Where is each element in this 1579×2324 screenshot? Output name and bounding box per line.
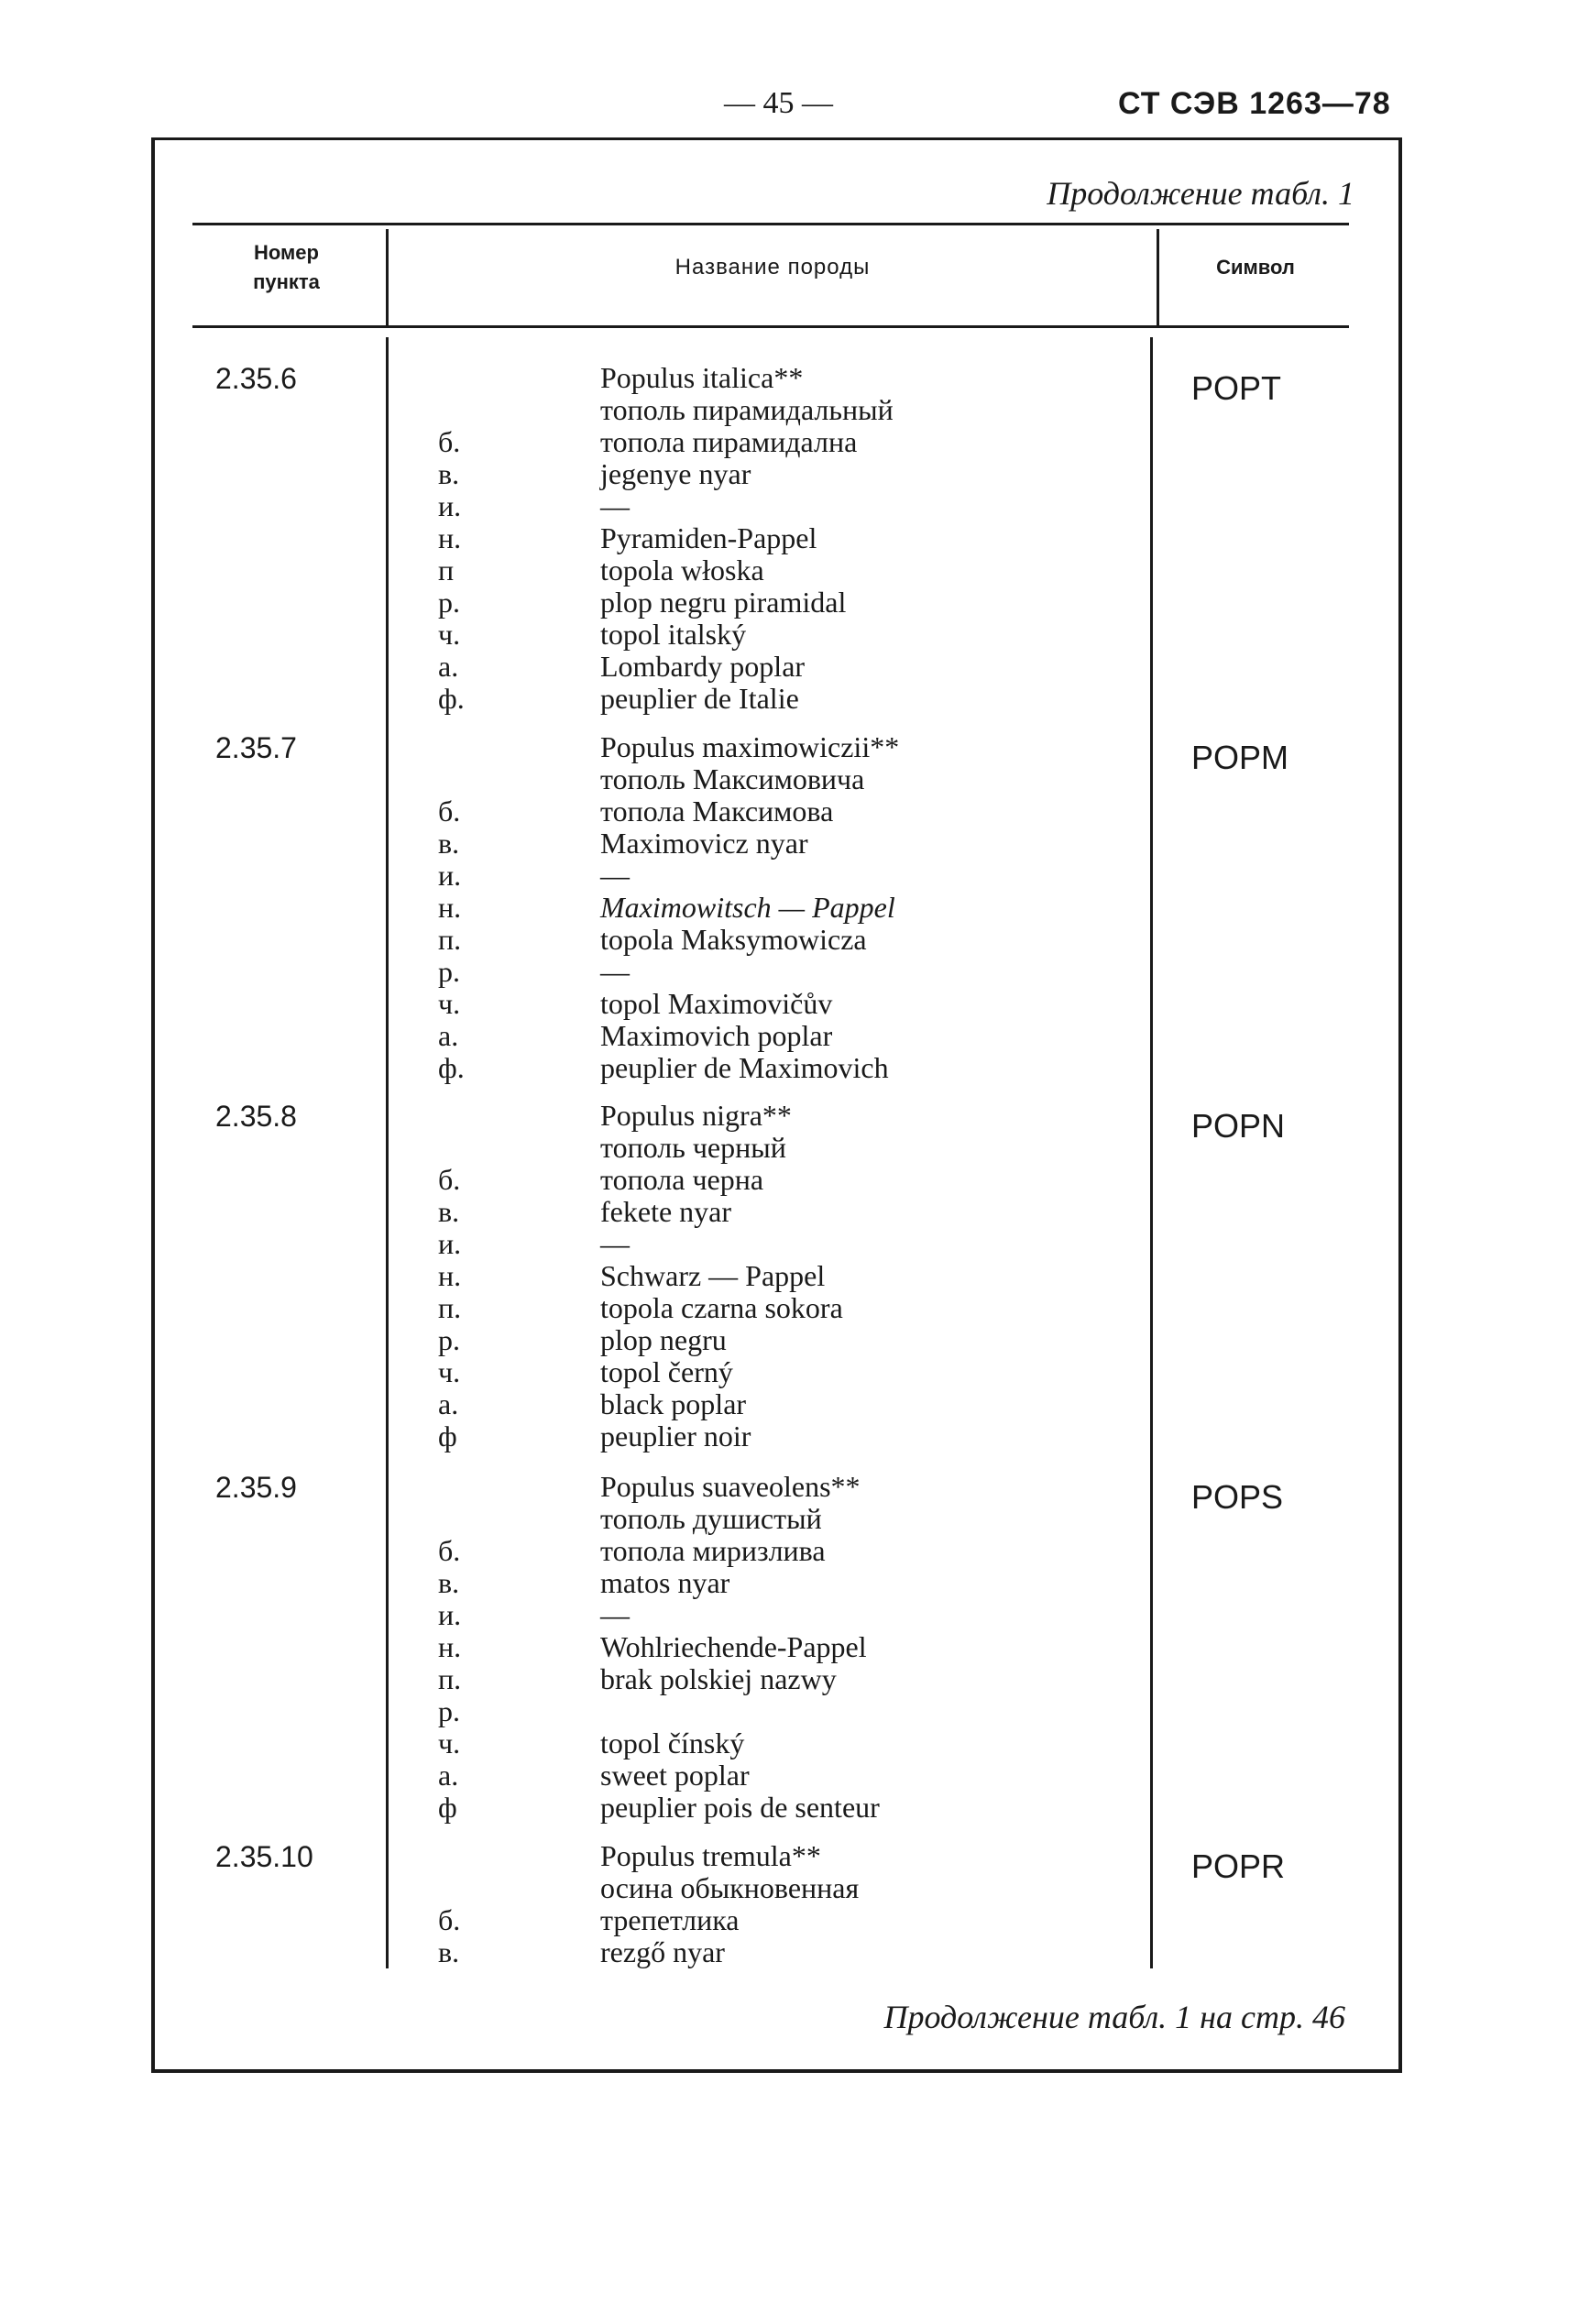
language-abbr: ч. xyxy=(438,1355,461,1388)
language-abbr: п. xyxy=(438,1291,462,1324)
species-name: black poplar xyxy=(600,1387,747,1420)
species-name: тополь душистый xyxy=(600,1502,822,1535)
name-row xyxy=(0,1792,1579,1824)
name-row xyxy=(0,1292,1579,1324)
language-abbr: в. xyxy=(438,457,460,490)
species-name: Wohlriechende-Pappel xyxy=(600,1630,867,1663)
species-name: fekete nyar xyxy=(600,1195,732,1228)
language-abbr: ч. xyxy=(438,1727,461,1759)
entry-symbol: POPR xyxy=(1191,1847,1286,1885)
language-abbr: н. xyxy=(438,1259,462,1292)
species-name: Populus maximowiczii** xyxy=(600,730,900,763)
entry-symbol: POPS xyxy=(1191,1478,1284,1516)
language-abbr: б. xyxy=(438,1163,461,1196)
column-header-number-line1: Номер xyxy=(254,241,319,264)
species-name: Pyramiden-Pappel xyxy=(600,521,817,554)
table-header-rule xyxy=(192,325,1349,328)
species-name: Maximowitsch — Pappel xyxy=(600,891,895,924)
species-name: rezgő nyar xyxy=(600,1935,725,1968)
language-abbr: ф. xyxy=(438,682,465,715)
entry-symbol: POPM xyxy=(1191,739,1289,776)
name-row xyxy=(0,828,1579,860)
name-row xyxy=(0,1132,1579,1164)
species-name: peuplier noir xyxy=(600,1420,751,1452)
species-name: осина обыкновенная xyxy=(600,1871,860,1904)
species-name: тополь Максимовича xyxy=(600,762,865,795)
language-abbr: р. xyxy=(438,1323,460,1356)
species-name: — xyxy=(600,1227,630,1260)
name-row xyxy=(0,1324,1579,1356)
species-name: topol Maximovičův xyxy=(600,987,833,1020)
language-abbr: и. xyxy=(438,859,462,892)
name-row xyxy=(0,1228,1579,1260)
language-abbr: а. xyxy=(438,1387,459,1420)
name-row xyxy=(0,1100,1579,1132)
language-abbr: ф xyxy=(438,1791,457,1824)
language-abbr: в. xyxy=(438,1935,460,1968)
name-row xyxy=(0,1196,1579,1228)
name-row xyxy=(0,763,1579,795)
entry-number: 2.35.6 xyxy=(215,362,297,395)
language-abbr: п. xyxy=(438,923,462,956)
language-abbr: н. xyxy=(438,521,462,554)
language-abbr: н. xyxy=(438,1630,462,1663)
name-row xyxy=(0,522,1579,554)
species-name: Maximovicz nyar xyxy=(600,827,808,860)
page-number: — 45 — xyxy=(724,86,833,120)
language-abbr: р. xyxy=(438,955,460,988)
name-row xyxy=(0,1052,1579,1084)
species-name: Populus italica** xyxy=(600,361,804,394)
table-top-rule xyxy=(192,223,1349,225)
language-abbr: в. xyxy=(438,1195,460,1228)
species-name: тополь черный xyxy=(600,1131,786,1164)
species-name: Populus suaveolens** xyxy=(600,1470,861,1503)
name-row xyxy=(0,458,1579,490)
name-row xyxy=(0,988,1579,1020)
name-row xyxy=(0,1599,1579,1631)
name-row xyxy=(0,1356,1579,1388)
species-name: topol černý xyxy=(600,1355,733,1388)
species-name: topol čínský xyxy=(600,1727,745,1759)
name-row xyxy=(0,1567,1579,1599)
name-row xyxy=(0,1759,1579,1792)
language-abbr: б. xyxy=(438,1534,461,1567)
name-row xyxy=(0,619,1579,651)
species-name: topola włoska xyxy=(600,554,764,586)
species-name: Populus tremula** xyxy=(600,1839,821,1872)
species-name: — xyxy=(600,955,630,988)
column-header-number xyxy=(192,238,380,297)
species-name: — xyxy=(600,1598,630,1631)
species-name: топола миризлива xyxy=(600,1534,826,1567)
language-abbr: ч. xyxy=(438,987,461,1020)
name-row xyxy=(0,1535,1579,1567)
name-row xyxy=(0,362,1579,394)
name-row xyxy=(0,651,1579,683)
language-abbr: ф. xyxy=(438,1051,465,1084)
column-header-name: Название породы xyxy=(674,255,871,280)
entry-symbol: POPN xyxy=(1191,1107,1286,1145)
species-name: топола пирамидална xyxy=(600,425,858,458)
language-abbr: б. xyxy=(438,425,461,458)
name-row xyxy=(0,1420,1579,1452)
name-row xyxy=(0,795,1579,828)
entry-number: 2.35.10 xyxy=(215,1840,313,1873)
header-divider-left xyxy=(386,229,389,326)
name-row xyxy=(0,1388,1579,1420)
species-name: topola Maksymowicza xyxy=(600,923,867,956)
column-header-symbol: Символ xyxy=(1216,256,1295,279)
column-header-number-line2: пункта xyxy=(253,270,320,293)
name-row xyxy=(0,1503,1579,1535)
name-row xyxy=(0,683,1579,715)
name-row xyxy=(0,1020,1579,1052)
name-row xyxy=(0,1471,1579,1503)
name-row xyxy=(0,1727,1579,1759)
name-row xyxy=(0,1695,1579,1727)
species-name: jegenye nyar xyxy=(600,457,751,490)
language-abbr: н. xyxy=(438,891,462,924)
name-row xyxy=(0,1936,1579,1968)
name-row xyxy=(0,1164,1579,1196)
name-row xyxy=(0,1663,1579,1695)
language-abbr: и. xyxy=(438,1227,462,1260)
species-name: peuplier de Italie xyxy=(600,682,799,715)
header-divider-right xyxy=(1157,229,1159,326)
standard-code: СТ СЭВ 1263—78 xyxy=(1118,86,1391,121)
name-row xyxy=(0,1904,1579,1936)
language-abbr: и. xyxy=(438,1598,462,1631)
species-name: topola czarna sokora xyxy=(600,1291,843,1324)
species-name: тополь пирамидальный xyxy=(600,393,894,426)
entry-number: 2.35.8 xyxy=(215,1100,297,1133)
name-row xyxy=(0,924,1579,956)
name-row xyxy=(0,1260,1579,1292)
species-name: plop negru piramidal xyxy=(600,586,847,619)
name-row xyxy=(0,1840,1579,1872)
species-name: peuplier pois de senteur xyxy=(600,1791,880,1824)
name-row xyxy=(0,892,1579,924)
name-row xyxy=(0,1872,1579,1904)
species-name: topol italský xyxy=(600,618,747,651)
species-name: brak polskiej nazwy xyxy=(600,1662,837,1695)
name-row xyxy=(0,394,1579,426)
species-name: matos nyar xyxy=(600,1566,730,1599)
species-name: Populus nigra** xyxy=(600,1099,792,1132)
name-row xyxy=(0,731,1579,763)
continuation-top: Продолжение табл. 1 xyxy=(1047,175,1354,212)
language-abbr: р. xyxy=(438,586,460,619)
species-name: топола черна xyxy=(600,1163,764,1196)
species-name: Lombardy poplar xyxy=(600,650,806,683)
language-abbr: и. xyxy=(438,489,462,522)
language-abbr: п xyxy=(438,554,455,586)
entry-number: 2.35.9 xyxy=(215,1471,297,1504)
name-row xyxy=(0,860,1579,892)
language-abbr: б. xyxy=(438,1903,461,1936)
language-abbr: ф xyxy=(438,1420,457,1452)
language-abbr: а. xyxy=(438,1019,459,1052)
name-row xyxy=(0,586,1579,619)
species-name: Schwarz — Pappel xyxy=(600,1259,826,1292)
language-abbr: а. xyxy=(438,1759,459,1792)
species-name: sweet poplar xyxy=(600,1759,750,1792)
language-abbr: а. xyxy=(438,650,459,683)
language-abbr: в. xyxy=(438,827,460,860)
name-row xyxy=(0,1631,1579,1663)
language-abbr: б. xyxy=(438,795,461,828)
species-name: — xyxy=(600,489,630,522)
name-row xyxy=(0,956,1579,988)
entry-number: 2.35.7 xyxy=(215,731,297,764)
species-name: — xyxy=(600,859,630,892)
species-name: peuplier de Maximovich xyxy=(600,1051,889,1084)
name-row xyxy=(0,490,1579,522)
language-abbr: р. xyxy=(438,1694,460,1727)
species-name: plop negru xyxy=(600,1323,727,1356)
species-name: Maximovich poplar xyxy=(600,1019,833,1052)
species-name: трепетлика xyxy=(600,1903,740,1936)
language-abbr: п. xyxy=(438,1662,462,1695)
language-abbr: в. xyxy=(438,1566,460,1599)
species-name: топола Максимова xyxy=(600,795,834,828)
entry-symbol: POPT xyxy=(1191,369,1282,407)
language-abbr: ч. xyxy=(438,618,461,651)
name-row xyxy=(0,554,1579,586)
continuation-bottom: Продолжение табл. 1 на стр. 46 xyxy=(883,1999,1345,2035)
name-row xyxy=(0,426,1579,458)
